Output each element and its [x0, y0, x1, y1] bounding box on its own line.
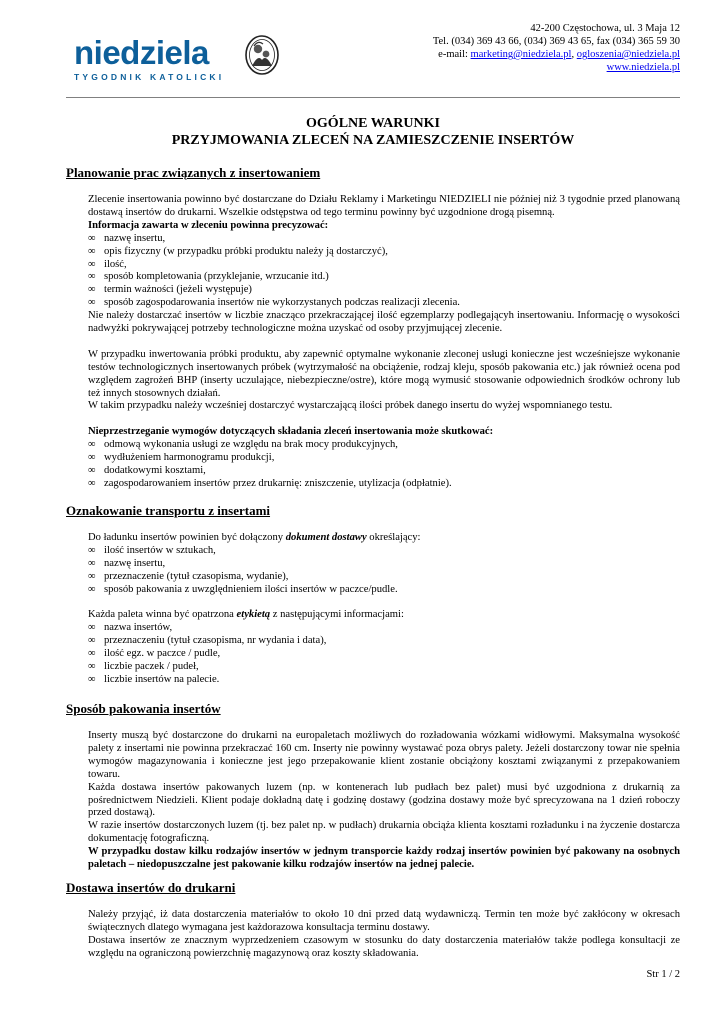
paragraph-bold: W przypadku dostaw kilku rodzajów insertów w jednym transporcie każdy rodzaj insertów powinien być pakowany na osobnych paletach – niedopuszczalne jest pakowanie kilku rodzajów insertów na jednej palecie. — [88, 846, 680, 871]
list-item: ∞ dodatkowymi kosztami, — [88, 465, 680, 478]
list-item: ∞ liczbie paczek / pudeł, — [88, 661, 680, 674]
header-divider — [66, 97, 680, 98]
paragraph: W takim przypadku należy wcześniej dostarczyć wystarczającą ilości próbek danego insertu do wyżej wspomnianego testu. — [88, 400, 613, 412]
paragraph: Dostawa insertów ze znacznym wyprzedzeniem czasowym w stosunku do daty dostarczenia materiałów także podlega konsultacji ze względu na ograniczoną powierzchnię magazynową oraz koszty składowania. — [88, 934, 680, 959]
email-label: e-mail: — [438, 49, 468, 60]
section-body — [88, 730, 680, 872]
info-list — [88, 233, 680, 310]
section-planning — [66, 165, 680, 491]
delivery-doc-list — [88, 545, 680, 597]
paragraph: Każda dostawa insertów pakowanych luzem (np. w kontenerach lub pudłach bez palet) musi być uzgodniona z drukarnią za pośrednictwem Niedzieli. Klient podaje dokładną datę i godzinę dostawy (godzina dostawy może być sprecyzowana na 1 dzień roboczy przed dostawą). — [88, 781, 680, 819]
list-item: ∞ ilość insertów w sztukach, — [88, 545, 680, 558]
paragraph: Inserty muszą być dostarczone do drukarni na europaletach możliwych do rozładowania wózkami widłowymi. Maksymalna wysokość palety z insertami nie powinna przekraczać 160 cm. Inserty nie powinny wystawać poza obrys palety. Jeżeli dostarczony towar nie spełnia wymogów magazynowania i konieczne jest jego przepakowanie klient zostanie obciążony kosztami związanymi z przepakowaniem towaru. — [88, 730, 680, 780]
paragraph: W przypadku inwertowania próbki produktu, aby zapewnić optymalne wykonanie zleconej usługi konieczne jest wcześniejsze wykonanie testów technologicznych insertowanych próbek (wytrzymałość na obciążenie, rodzaj kleju, sposób pakowania etc.) jak również ocena pod względem zagrożeń BHP (inserty uczulające, niebezpieczne/ostre), które mogą wymusić stosowanie odpowiednich środków ochrony lub też innych stosownych działań. — [88, 348, 680, 399]
letterhead — [66, 22, 680, 98]
section-heading: Sposób pakowania insertów — [66, 701, 221, 716]
delivery-document-term: dokument dostawy — [285, 532, 367, 543]
paragraph: Każda paleta winna być opatrzona etykietą z następującymi informacjami: — [88, 609, 404, 621]
list-item: ∞ przeznaczenie (tytuł czasopisma, wydanie), — [88, 571, 680, 584]
list-item: ∞ nazwę insertu, — [88, 233, 680, 246]
madonna-seal-icon — [244, 34, 280, 76]
title-line-2: PRZYJMOWANIA ZLECEŃ NA ZAMIESZCZENIE INSERTÓW — [171, 133, 575, 148]
info-label: Informacja zawarta w zleceniu powinna precyzować: — [88, 219, 329, 231]
list-item: ∞ sposób zagospodarowania insertów nie wykorzystanych podczas realizacji zlecenia. — [88, 297, 680, 310]
list-item: ∞ przeznaczeniu (tytuł czasopisma, nr wydania i data), — [88, 635, 680, 648]
list-item: ∞ opis fizyczny (w przypadku próbki produktu należy ją dostarczyć), — [88, 246, 680, 259]
section-heading: Planowanie prac związanych z insertowaniem — [66, 165, 321, 180]
email-marketing-link[interactable]: marketing@niedziela.pl — [470, 49, 572, 60]
pallet-label-list — [88, 622, 680, 687]
warning-label: Nieprzestrzeganie wymogów dotyczących składania zleceń insertowania może skutkować: — [88, 426, 494, 438]
paragraph: W razie insertów dostarczonych luzem (tj. bez palet np. w pudłach) drukarnia obciąża klienta kosztami rozładunku i na życzenie dostarcza dokumentację fotograficzną. — [88, 820, 680, 845]
list-item: ∞ sposób pakowania z uwzględnieniem ilości insertów w paczce/pudle. — [88, 584, 680, 597]
website-link[interactable]: www.niedziela.pl — [606, 62, 680, 73]
list-item: ∞ odmową wykonania usługi ze względu na brak mocy produkcyjnych, — [88, 439, 680, 452]
paragraph: Zlecenie insertowania powinno być dostarczane do Działu Reklamy i Marketingu NIEDZIELI nie później niż 3 tygodnie przed planowaną dostawą insertów do drukarni. Wszelkie odstępstwa od tego terminu powinny być uzgodnione drogą pisemną. — [88, 194, 680, 218]
section-body — [88, 909, 680, 961]
list-item: ∞ liczbie insertów na palecie. — [88, 674, 680, 687]
logo-subtitle: TYGODNIK KATOLICKI — [74, 72, 225, 82]
section-body — [88, 194, 680, 491]
address: 42-200 Częstochowa, ul. 3 Maja 12 — [530, 23, 680, 34]
section-packing — [66, 701, 680, 872]
list-item: ∞ nazwa insertów, — [88, 622, 680, 635]
warning-list — [88, 439, 680, 491]
email-line: e-mail: marketing@niedziela.pl, ogloszenia@niedziela.pl — [438, 49, 680, 60]
title-line-1: OGÓLNE WARUNKI — [306, 116, 440, 131]
section-body — [88, 532, 680, 687]
niedziela-logo — [66, 36, 246, 96]
paragraph: Do ładunku insertów powinien być dołączony dokument dostawy określający: — [88, 532, 421, 543]
list-item: ∞ ilość, — [88, 259, 680, 272]
section-heading: Oznakowanie transportu z insertami — [66, 503, 271, 518]
document-title — [66, 115, 680, 149]
section-delivery — [66, 880, 680, 961]
page-number: Str 1 / 2 — [646, 969, 680, 980]
logo-wordmark: niedziela — [74, 34, 209, 71]
list-item: ∞ sposób kompletowania (przyklejanie, wrzucanie itd.) — [88, 271, 680, 284]
label-term: etykietą — [236, 609, 271, 621]
section-transport-marking — [66, 503, 680, 687]
paragraph: Nie należy dostarczać insertów w liczbie znacząco przekraczającej ilość egzemplarzy podlegającyh insertowaniu. Informację o wysokości nadwyżki pokrywającej potrzeby technologiczne można uzyskać od osoby przyjmującej zlecenie. — [88, 310, 680, 335]
list-item: ∞ termin ważności (jeżeli występuje) — [88, 284, 680, 297]
list-item: ∞ nazwę insertu, — [88, 558, 680, 571]
contact-info — [433, 22, 680, 74]
list-item: ∞ ilość egz. w paczce / pudle, — [88, 648, 680, 661]
list-item: ∞ wydłużeniem harmonogramu produkcji, — [88, 452, 680, 465]
paragraph: Należy przyjąć, iż data dostarczenia materiałów to około 10 dni przed datą wydawniczą. Termin ten może być zakłócony w okresach świątecznych dlatego wymagana jest każdorazowa konsultacja terminu dostawy. — [88, 909, 680, 933]
section-heading: Dostawa insertów do drukarni — [66, 880, 236, 895]
list-item: ∞ zagospodarowaniem insertów przez drukarnię: zniszczenie, utylizacja (odpłatnie). — [88, 478, 680, 491]
email-ogloszenia-link[interactable]: ogloszenia@niedziela.pl — [576, 49, 680, 60]
phone-numbers: Tel. (034) 369 43 66, (034) 369 43 65, fax (034) 365 59 30 — [432, 36, 680, 47]
